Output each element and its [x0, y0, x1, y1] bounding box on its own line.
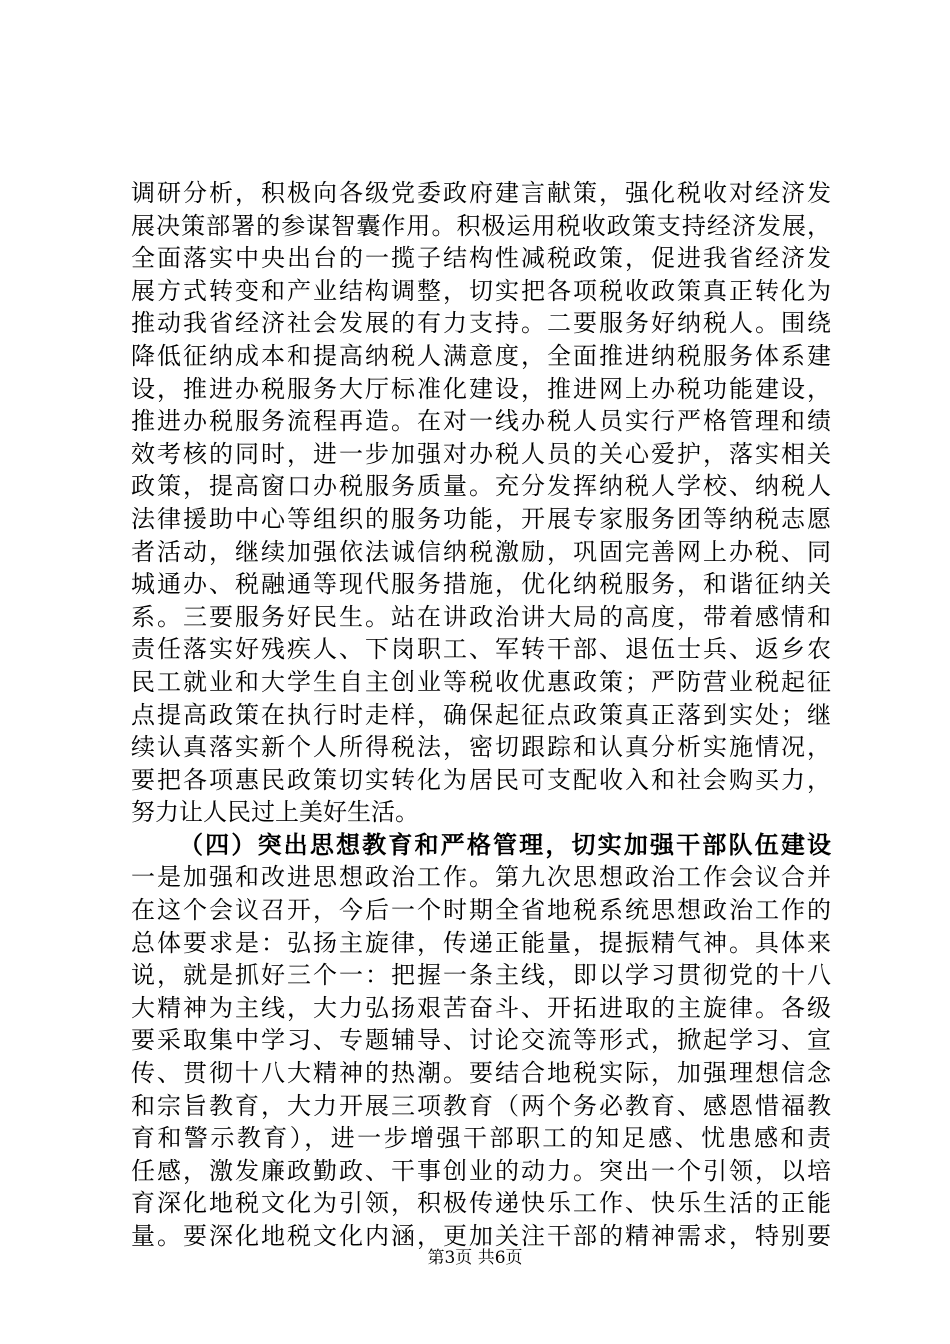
- text-line: 系。三要服务好民生。站在讲政治讲大局的高度，带着感情和: [131, 602, 831, 631]
- text-line: 法律援助中心等组织的服务功能，开展专家服务团等纳税志愿: [131, 504, 831, 533]
- text-line: 责任落实好残疾人、下岗职工、军转干部、退伍士兵、返乡农: [131, 635, 831, 664]
- text-line: 推动我省经济社会发展的有力支持。二要服务好纳税人。围绕: [131, 309, 831, 338]
- text-line: 降低征纳成本和提高纳税人满意度，全面推进纳税服务体系建: [131, 341, 831, 370]
- text-line: 设，推进办税服务大厅标准化建设，推进网上办税功能建设，: [131, 374, 831, 403]
- text-line: 量。要深化地税文化内涵，更加关注干部的精神需求，特别要: [131, 1222, 831, 1250]
- text-line: 点提高政策在执行时走样，确保起征点政策真正落到实处；继: [131, 700, 831, 729]
- text-line: 者活动，继续加强依法诚信纳税激励，巩固完善网上办税、同: [131, 537, 831, 566]
- text-line: 推进办税服务流程再造。在对一线办税人员实行严格管理和绩: [131, 407, 831, 436]
- text-line: 民工就业和大学生自主创业等税收优惠政策；严防营业税起征: [131, 667, 831, 696]
- page-number-footer: 第3页 共6页: [427, 1248, 523, 1268]
- section-heading: （四）突出思想教育和严格管理，切实加强干部队伍建设: [179, 829, 831, 859]
- text-line: 展方式转变和产业结构调整，切实把各项税收政策真正转化为: [131, 276, 831, 305]
- text-line: 效考核的同时，进一步加强对办税人员的关心爱护，落实相关: [131, 439, 831, 468]
- text-line: 大精神为主线，大力弘扬艰苦奋斗、开拓进取的主旋律。各级: [131, 993, 831, 1022]
- text-line: 总体要求是：弘扬主旋律，传递正能量，提振精气神。具体来: [131, 928, 831, 957]
- text-line: 续认真落实新个人所得税法，密切跟踪和认真分析实施情况，: [131, 733, 831, 762]
- text-line: 全面落实中央出台的一揽子结构性减税政策，促进我省经济发: [131, 244, 831, 273]
- text-line: 传、贯彻十八大精神的热潮。要结合地税实际，加强理想信念: [131, 1059, 831, 1088]
- text-line: 城通办、税融通等现代服务措施，优化纳税服务，和谐征纳关: [131, 570, 831, 599]
- text-line: 要把各项惠民政策切实转化为居民可支配收入和社会购买力，: [131, 765, 831, 794]
- text-line: 任感，激发廉政勤政、干事创业的动力。突出一个引领，以培: [131, 1156, 831, 1185]
- text-line: 一是加强和改进思想政治工作。第九次思想政治工作会议合并: [131, 863, 831, 892]
- text-line: 和宗旨教育，大力开展三项教育（两个务必教育、感恩惜福教: [131, 1091, 831, 1120]
- body-text: [131, 177, 831, 1253]
- text-line: 展决策部署的参谋智囊作用。积极运用税收政策支持经济发展，: [131, 211, 831, 240]
- text-line: 育和警示教育），进一步增强干部职工的知足感、忧患感和责: [131, 1124, 831, 1153]
- text-line: 努力让人民过上美好生活。: [131, 798, 419, 827]
- text-line: 育深化地税文化为引领，积极传递快乐工作、快乐生活的正能: [131, 1189, 831, 1218]
- text-line: 要采取集中学习、专题辅导、讨论交流等形式，掀起学习、宣: [131, 1026, 831, 1055]
- text-line: 说，就是抓好三个一：把握一条主线，即以学习贯彻党的十八: [131, 961, 831, 990]
- text-line: 调研分析，积极向各级党委政府建言献策，强化税收对经济发: [131, 179, 831, 207]
- text-line: 政策，提高窗口办税服务质量。充分发挥纳税人学校、纳税人: [131, 472, 831, 501]
- text-line: 在这个会议召开，今后一个时期全省地税系统思想政治工作的: [131, 896, 831, 925]
